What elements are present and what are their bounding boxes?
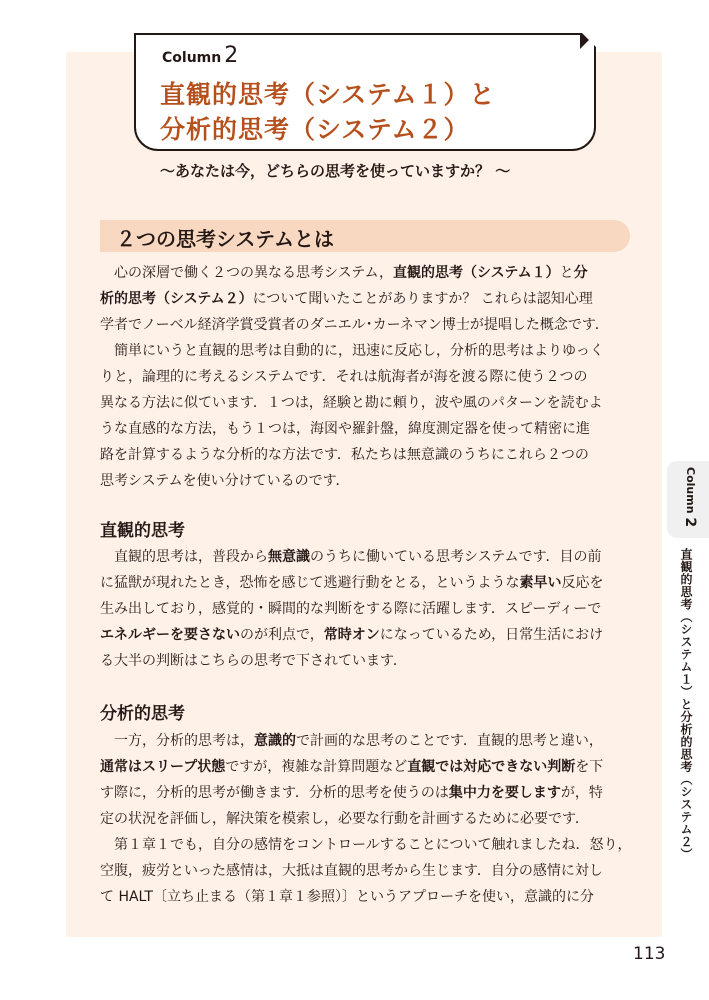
text-run: うな直感的な方法，もう１つは，海図や羅針盤，緯度測定器を使って精密に進	[100, 421, 590, 437]
subtitle: ～あなたは今，どちらの思考を使っていますか？ ～	[160, 162, 511, 180]
bold-text: 集中力を要します	[448, 785, 561, 801]
text-run: す際に，分析的思考が働きます．分析的思考を使うのは	[100, 785, 449, 801]
side-tab-number: 2	[682, 517, 698, 528]
side-tab-label	[682, 467, 698, 527]
bold-text: 直観的思考（システム１）	[393, 265, 560, 281]
title-line-2: 分析的思考（システム２）	[160, 115, 470, 144]
side-tab-title: 直観的思考（システム１）と分析的思考（システム２）	[679, 548, 693, 861]
paragraph-line	[100, 264, 588, 282]
text-run: 直観的思考は，普段から	[100, 549, 268, 565]
heading-analytical-thinking: 分析的思考	[100, 704, 185, 724]
page-number: 113	[633, 944, 666, 964]
text-run: について聞いたことがありますか？ これらは認知心理	[252, 291, 593, 307]
bold-text: エネルギーを要さない	[100, 627, 240, 643]
paragraph-line	[100, 368, 587, 386]
text-run: のが利点で，	[240, 627, 324, 643]
column-title-box	[134, 33, 596, 151]
paragraph-line	[100, 888, 594, 906]
paragraph-line	[100, 810, 589, 828]
title-line-1: 直観的思考（システム１）と	[160, 80, 496, 109]
bold-text: 直観では対応できない判断	[407, 759, 576, 775]
text-run: 学者でノーベル経済学賞受賞者のダニエル･カーネマン博士が提唱した概念です．	[100, 317, 609, 333]
column-label-text: Column	[162, 50, 222, 66]
bold-text: 析的思考（システム２）	[100, 291, 253, 307]
paragraph-line	[100, 758, 603, 776]
bold-text: 通常はスリープ状態	[100, 759, 226, 775]
bold-text: 分	[573, 265, 588, 281]
text-run: 一方，分析的思考は，	[100, 733, 254, 749]
folded-corner-mask	[582, 33, 596, 47]
paragraph-line	[100, 548, 601, 566]
text-run: 簡単にいうと直観的思考は自動的に，迅速に反応し，分析的思考はよりゆっく	[100, 343, 604, 359]
text-run: のうちに働いている思考システムです．目の前	[310, 549, 602, 565]
text-run: る大半の判断はこちらの思考で下されています．	[100, 653, 407, 669]
paragraph-line	[100, 342, 604, 360]
text-run: 心の深層で働く２つの異なる思考システム，	[100, 265, 394, 281]
bold-text: 常時オン	[323, 627, 380, 643]
paragraph-line	[100, 862, 603, 880]
text-run: ですが，複雑な計算問題など	[225, 759, 408, 775]
paragraph-line	[100, 574, 603, 592]
paragraph-line	[100, 316, 609, 334]
section-title: ２つの思考システムとは	[116, 227, 334, 251]
bold-text: 無意識	[268, 549, 310, 565]
text-run: に猛獣が現れたとき，恐怖を感じて逃避行動をとる，というような	[100, 575, 520, 591]
text-run: 生み出しており，感覚的・瞬間的な判断をする際に活躍します．スピーディーで	[100, 601, 602, 617]
paragraph-line	[100, 626, 603, 644]
text-run: になっているため，日常生活におけ	[379, 627, 604, 643]
column-number: 2	[224, 43, 239, 68]
column-label	[162, 43, 238, 68]
text-run: 路を計算するような分析的な方法です．私たちは無意識のうちにこれら２つの	[100, 447, 589, 463]
paragraph-line	[100, 784, 603, 802]
paragraph-line	[100, 394, 603, 412]
paragraph-line	[100, 472, 349, 490]
text-run: りと，論理的に考えるシステムです．それは航海者が海を渡る際に使う２つの	[100, 369, 588, 385]
text-run: を下	[575, 759, 604, 775]
paragraph-line	[100, 600, 601, 618]
text-run: 定の状況を評価し，解決策を模索し，必要な行動を計画するために必要です．	[100, 811, 589, 827]
paragraph-line	[100, 732, 603, 750]
bold-text: 意識的	[254, 733, 296, 749]
paragraph-line	[100, 652, 407, 670]
text-run: て HALT〔立ち止まる（第１章１参照）〕というアプローチを使い，意識的に分	[100, 889, 594, 905]
paragraph-line	[100, 290, 593, 308]
text-run: 異なる方法に似ています．１つは，経験と勘に頼り，波や風のパターンを読むよ	[100, 395, 603, 411]
paragraph-line	[100, 446, 589, 464]
text-run: 第１章１でも，自分の感情をコントロールすることについて触れましたね．怒り，	[100, 837, 632, 853]
heading-intuitive-thinking: 直観的思考	[100, 521, 185, 541]
text-run: 思考システムを使い分けているのです．	[100, 473, 350, 489]
side-tab-label-text: Column	[684, 467, 697, 514]
page-background	[66, 52, 662, 937]
text-run: で計画的な思考のことです．直観的思考と違い，	[296, 733, 603, 749]
paragraph-line	[100, 836, 631, 854]
text-run: と	[559, 265, 574, 281]
text-run: 空腹，疲労といった感情は，大抵は直観的思考から生じます．自分の感情に対し	[100, 863, 603, 879]
text-run: 反応を	[561, 575, 604, 591]
text-run: が，特	[560, 785, 603, 801]
bold-text: 素早い	[519, 575, 562, 591]
paragraph-line	[100, 420, 590, 438]
